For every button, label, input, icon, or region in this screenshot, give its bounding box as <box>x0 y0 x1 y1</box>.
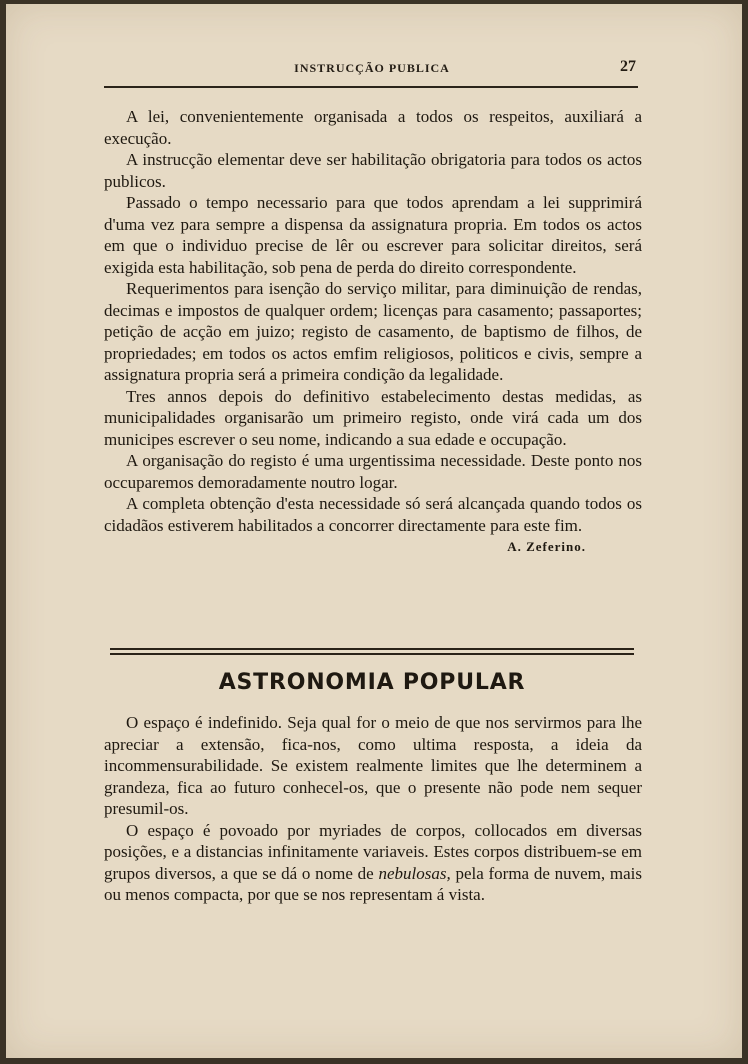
document-page <box>6 4 742 1058</box>
paragraph: A lei, convenientemente organisada a todos os respeitos, auxiliará a execução. <box>104 107 642 148</box>
paragraph: Tres annos depois do definitivo estabelecimento destas medidas, as municipalidades organisarão um primeiro registo, onde virá cada um dos municipes escrever o seu nome, indicando a sua edade e occupação. <box>104 386 642 449</box>
page-number: 27 <box>620 58 636 75</box>
section-divider <box>110 648 634 655</box>
running-header <box>104 58 640 80</box>
article-instruccao-body <box>104 106 642 558</box>
article-astronomia-body <box>104 712 642 906</box>
header-title: INSTRUCÇÃO PUBLICA <box>294 61 450 75</box>
italic-term: nebulosas, <box>378 863 451 883</box>
paragraph-text: A completa obtenção d'esta necessidade só será alcançada quando todos os cidadãos estiverem habilitados a concorrer directamente para este fim. <box>104 494 642 535</box>
paragraph-text: O espaço é povoado por myriades de corpos, collocados em diversas posições, e a distancias infinitamente variaveis. Estes corpos distribuem-se em grupos diversos, a que se dá o nome de <box>104 820 642 883</box>
paragraph: O espaço é indefinido. Seja qual for o meio de que nos servirmos para lhe apreciar a extensão, fica-nos, como ultima resposta, a ideia da incommensurabilidade. Se existem realmente limites que lhe determinem a grandeza, fica ao futuro conhecel-os, que o presente não pode nem sequer presumil-os. <box>104 713 642 818</box>
section-title: ASTRONOMIA POPULAR <box>218 670 526 695</box>
paragraph: A organisação do registo é uma urgentissima necessidade. Deste ponto nos occuparemos demoradamente noutro logar. <box>104 451 642 492</box>
paragraph: A instrucção elementar deve ser habilitação obrigatoria para todos os actos publicos. <box>104 150 642 191</box>
paragraph <box>104 820 642 906</box>
author-signature: A. Zeferino. <box>507 539 586 554</box>
paragraph: Passado o tempo necessario para que todos aprendam a lei supprimirá d'uma vez para sempre a dispensa da assignatura propria. Em todos os actos em que o individuo precise de lêr ou escrever para solicitar direitos, será exigida esta habilitação, sob pena de perda do direito correspondente. <box>104 193 642 277</box>
paragraph: Requerimentos para isenção do serviço militar, para diminuição de rendas, decimas e impostos de qualquer ordem; licenças para casamento; passaportes; petição de acção em juizo; registo de casamento, de baptismo de filhos, de propriedades; em todos os actos emfim religiosos, politicos e civis, sempre a assignatura propria será a primeira condição da legalidade. <box>104 279 642 384</box>
final-paragraph <box>104 493 642 554</box>
header-rule <box>104 86 638 88</box>
paragraph-text: pela forma de nuvem, mais ou menos compacta, por que se nos representam á vista. <box>104 863 642 904</box>
